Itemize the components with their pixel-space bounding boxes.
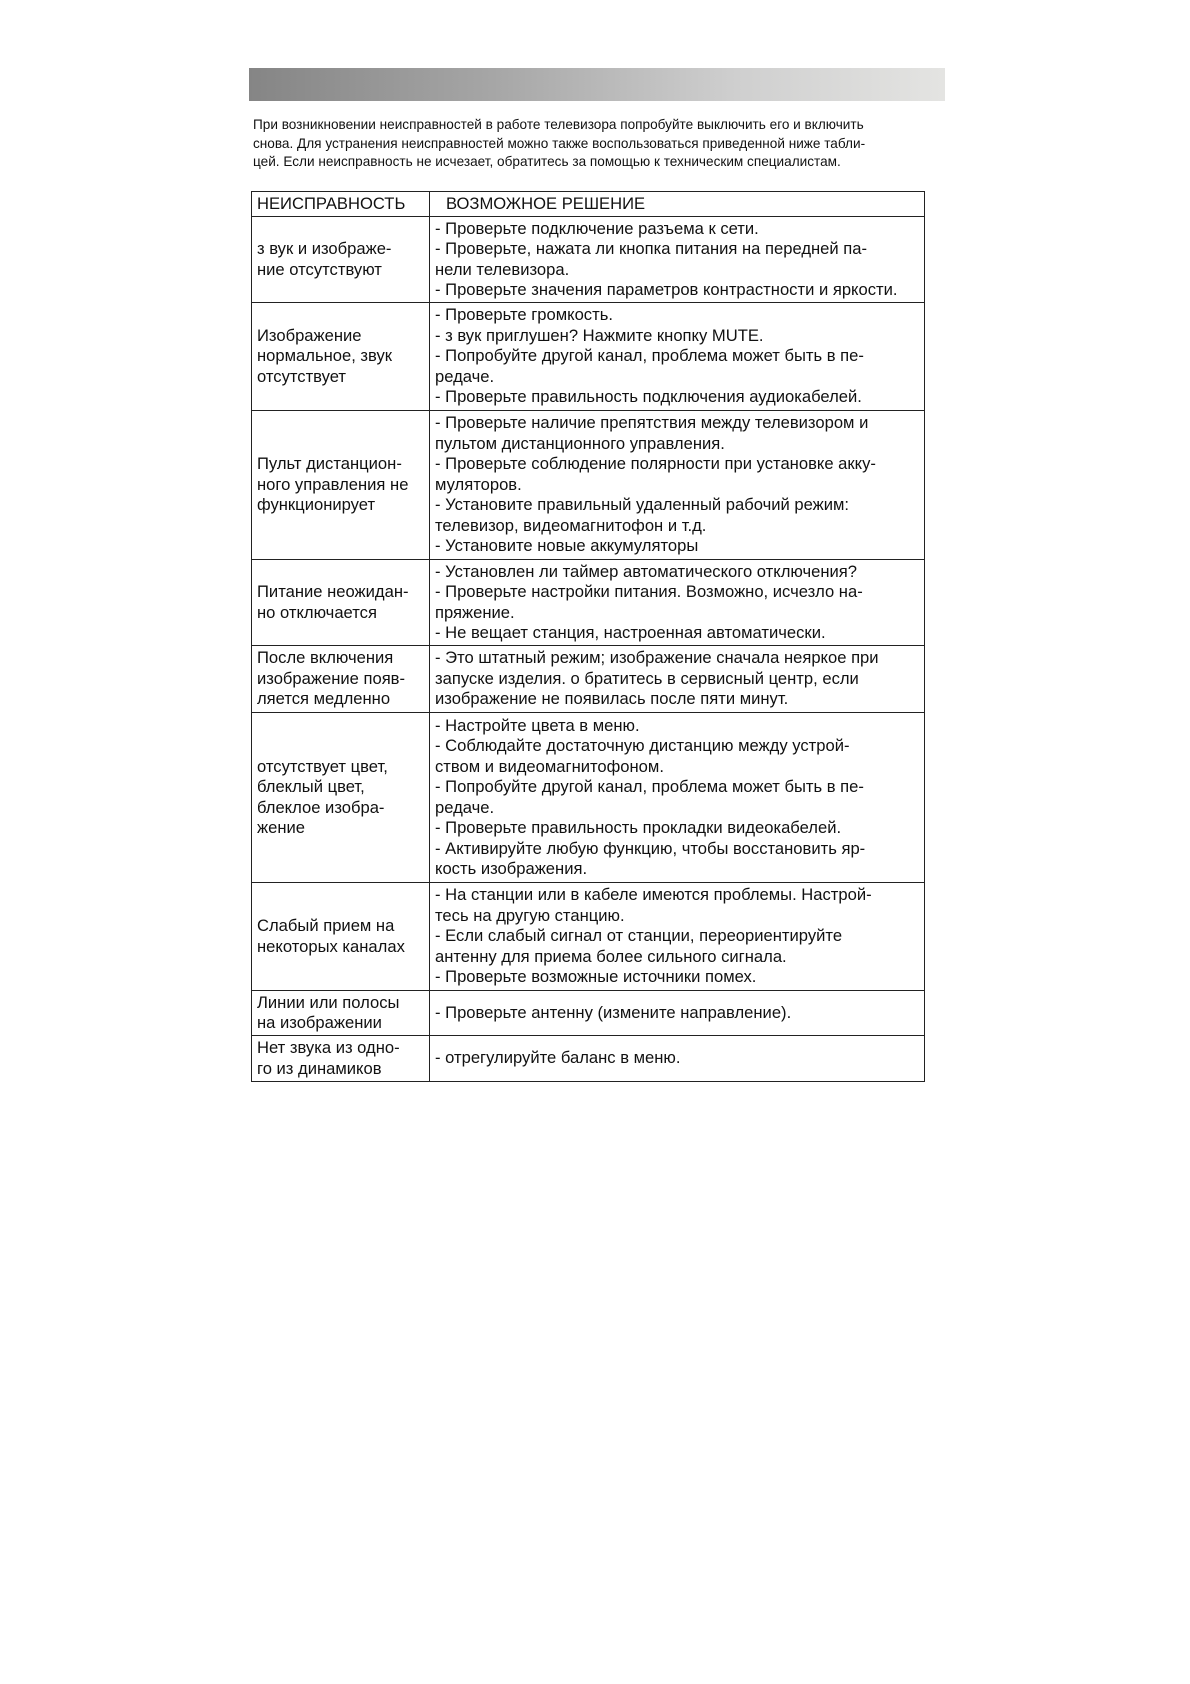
solution-line: редаче. [435,797,495,817]
solution-line: тесь на другую станцию. [435,905,625,925]
solution-line: - Настройте цвета в меню. [435,715,640,735]
problem-cell [252,560,430,646]
solution-cell [430,411,925,560]
troubleshooting-table [251,191,925,1082]
problem-cell [252,883,430,991]
solution-line: - Установите новые аккумуляторы [435,536,699,556]
solution-line: - Попробуйте другой канал, проблема может быть в пе- [435,777,864,796]
solution-line: - Проверьте громкость. [435,305,613,325]
table-row [252,411,925,560]
solution-line: - з вук приглушен? Нажмите кнопку MUTE. [435,325,764,345]
table-row [252,883,925,991]
solution-cell [430,991,925,1036]
solution-line: - Установлен ли таймер автоматического отключения? [435,561,857,581]
problem-cell [252,217,430,303]
solution-cell [430,560,925,646]
table-row [252,646,925,713]
solution-line: - Проверьте антенну (измените направление). [435,1002,792,1022]
solution-line: - Проверьте подключение разъема к сети. [435,218,759,238]
problem-cell [252,1036,430,1082]
problem-line: некоторых каналах [257,936,405,956]
solution-cell [430,217,925,303]
table-row [252,1036,925,1082]
problem-line: ного управления не [257,474,409,494]
solution-cell [430,883,925,991]
solution-cell [430,303,925,411]
solution-cell [430,713,925,883]
solution-line: телевизор, видеомагнитофон и т.д. [435,515,707,535]
solution-line: - Проверьте настройки питания. Возможно, исчезло на- [435,582,863,601]
problem-line: ние отсутствуют [257,259,382,279]
header-solution: ВОЗМОЖНОЕ РЕШЕНИЕ [430,192,925,217]
solution-line: - Проверьте правильность подключения аудиокабелей. [435,387,862,407]
problem-line: Пульт дистанцион- [257,454,402,474]
table-header-row [252,192,925,217]
solution-cell [430,646,925,713]
problem-line: отсутствует цвет, [257,756,388,776]
problem-line: на изображении [257,1013,382,1032]
solution-line: - Проверьте, нажата ли кнопка питания на передней па- [435,239,868,258]
solution-line: изображение не появилась после пяти минут. [435,689,789,709]
problem-cell [252,991,430,1036]
problem-cell [252,303,430,411]
problem-line: но отключается [257,602,377,622]
table-row [252,713,925,883]
intro-line: При возникновении неисправностей в работе телевизора попробуйте выключить его и включить [253,117,864,132]
problem-line: ляется медленно [257,689,391,709]
solution-line: - Проверьте правильность прокладки видеокабелей. [435,818,842,837]
solution-line: - Установите правильный удаленный рабочий режим: [435,495,850,515]
solution-line: пряжение. [435,602,515,622]
problem-line: Нет звука из одно- [257,1038,400,1057]
solution-line: - отрегулируйте баланс в меню. [435,1048,681,1068]
solution-line: ством и видеомагнитофоном. [435,756,664,776]
solution-line: - Если слабый сигнал от станции, переориентируйте [435,926,843,946]
problem-line: Слабый прием на [257,916,395,935]
solution-line: антенну для приема более сильного сигнала. [435,946,787,966]
solution-line: - Проверьте наличие препятствия между телевизором и [435,413,869,433]
problem-line: з вук и изображе- [257,239,392,258]
problem-line: нормальное, звук [257,346,393,366]
problem-line: го из динамиков [257,1058,382,1078]
problem-line: блеклый цвет, [257,777,365,796]
header-problem: НЕИСПРАВНОСТЬ [252,192,430,217]
solution-cell [430,1036,925,1082]
solution-line: - Активируйте любую функцию, чтобы восстановить яр- [435,838,866,858]
solution-line: - Проверьте значения параметров контрастности и яркости. [435,280,898,299]
problem-cell [252,646,430,713]
intro-line: снова. Для устранения неисправностей можно также воспользоваться приведенной ниже табли- [253,135,866,151]
solution-line: - Проверьте соблюдение полярности при установке акку- [435,454,876,474]
table-row [252,303,925,411]
table-row [252,217,925,303]
solution-line: запуске изделия. о братитесь в сервисный центр, если [435,668,859,688]
intro-line: цей. Если неисправность не исчезает, обратитесь за помощью к техническим специалистам. [253,154,841,169]
solution-line: нели телевизора. [435,259,570,279]
intro-paragraph [253,116,943,172]
solution-line: - На станции или в кабеле имеются проблемы. Настрой- [435,885,872,905]
problem-line: Линии или полосы [257,992,400,1012]
problem-cell [252,713,430,883]
solution-line: кость изображения. [435,859,588,878]
table-row [252,991,925,1036]
solution-line: - Соблюдайте достаточную дистанцию между устрой- [435,736,850,755]
problem-line: изображение появ- [257,668,406,688]
solution-line: - Попробуйте другой канал, проблема может быть в пе- [435,346,864,366]
solution-line: муляторов. [435,474,522,494]
problem-line: жение [257,818,305,837]
problem-line: функционирует [257,495,376,515]
section-header-bar [249,68,945,101]
solution-line: - Не вещает станция, настроенная автоматически. [435,623,826,642]
problem-line: Питание неожидан- [257,582,409,601]
solution-line: редаче. [435,366,495,386]
problem-line: блеклое изобра- [257,797,385,817]
solution-line: - Проверьте возможные источники помех. [435,967,757,987]
table-row [252,560,925,646]
solution-line: - Это штатный режим; изображение сначала неяркое при [435,648,879,668]
problem-line: Изображение [257,325,362,345]
problem-cell [252,411,430,560]
solution-line: пультом дистанционного управления. [435,433,725,453]
problem-line: После включения [257,648,394,668]
problem-line: отсутствует [257,366,347,386]
